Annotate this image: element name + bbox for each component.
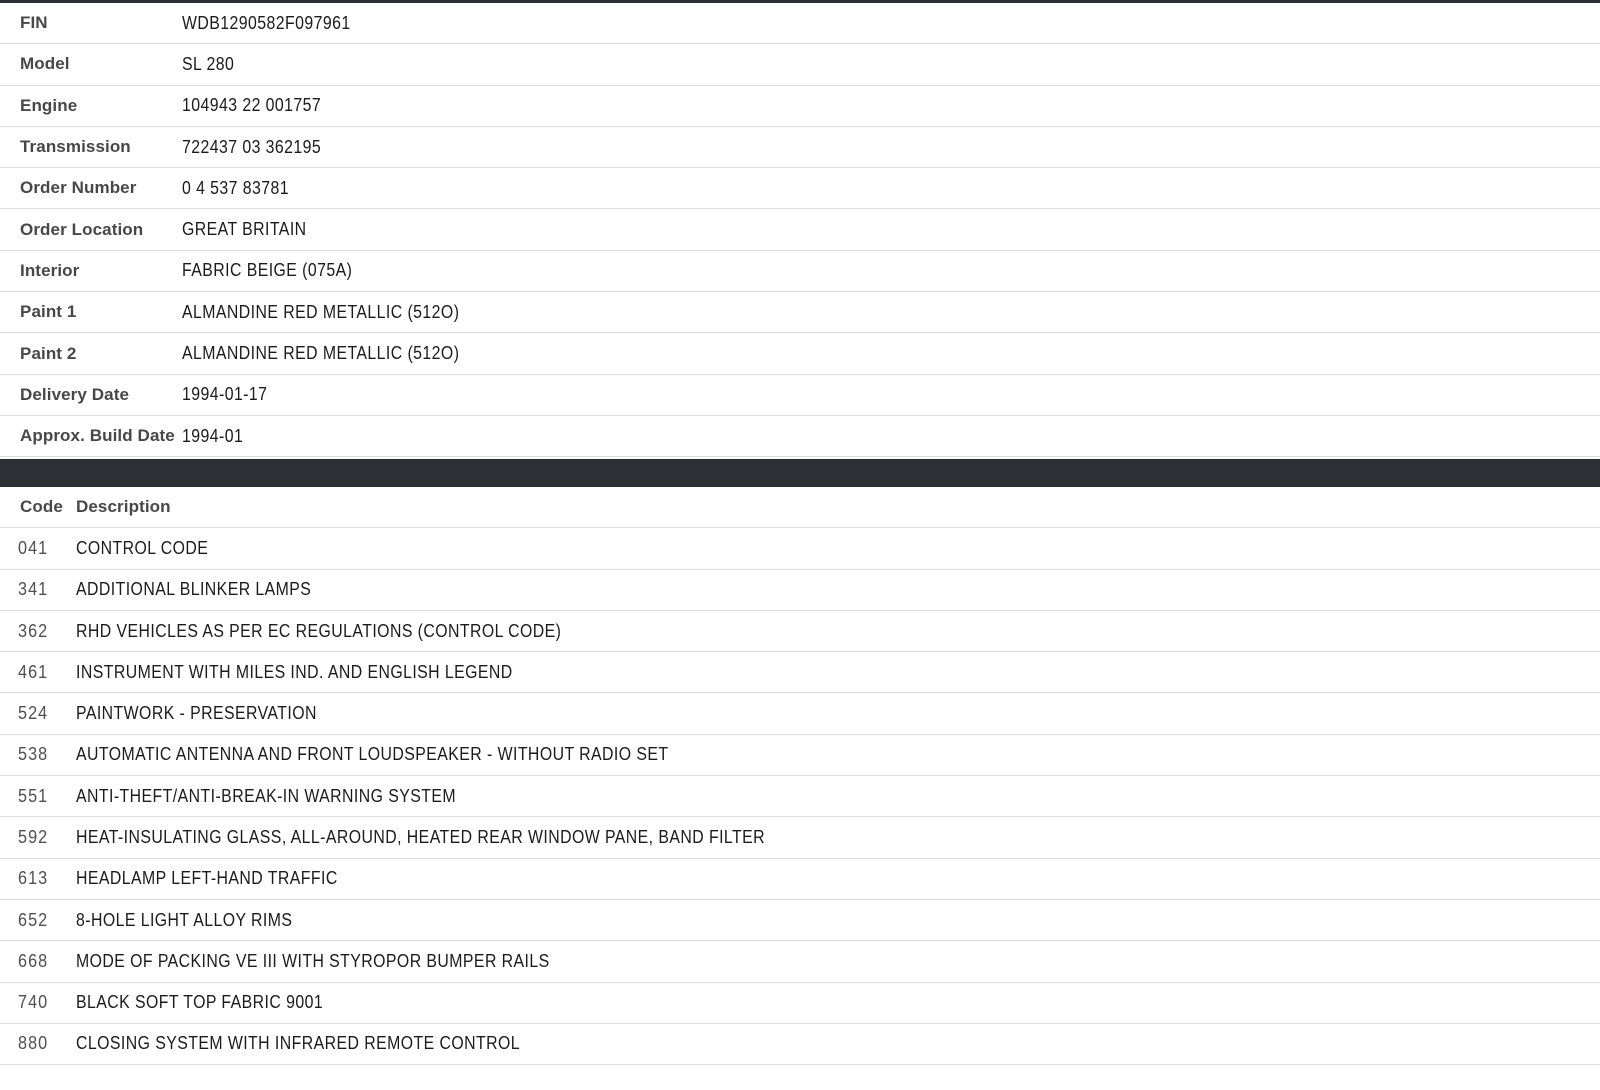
code-row: [0, 735, 1600, 776]
info-row-paint-2: [0, 333, 1600, 374]
info-row-transmission: [0, 127, 1600, 168]
section-divider-bar: [0, 459, 1600, 487]
description-cell: ADDITIONAL BLINKER LAMPS: [76, 579, 312, 600]
description-cell: HEAT-INSULATING GLASS, ALL-AROUND, HEATED REAR WINDOW PANE, BAND FILTER: [76, 826, 765, 847]
description-cell: HEADLAMP LEFT-HAND TRAFFIC: [76, 868, 338, 889]
description-cell: ANTI-THEFT/ANTI-BREAK-IN WARNING SYSTEM: [76, 785, 457, 806]
code-row: [0, 900, 1600, 941]
code-row: [0, 652, 1600, 693]
code-cell: 652: [18, 909, 49, 930]
field-value: 722437 03 362195: [182, 136, 322, 157]
field-value: 0 4 537 83781: [182, 177, 290, 198]
code-column-header: Code: [20, 497, 63, 517]
description-cell: RHD VEHICLES AS PER EC REGULATIONS (CONTROL CODE): [76, 620, 562, 641]
field-label: Engine: [20, 95, 78, 115]
field-value: SL 280: [182, 53, 235, 74]
code-row: [0, 693, 1600, 734]
code-cell: 880: [18, 1033, 49, 1054]
field-label: Paint 2: [20, 343, 77, 363]
code-cell: 538: [18, 744, 49, 765]
info-row-paint-1: [0, 292, 1600, 333]
field-value: 104943 22 001757: [182, 95, 322, 116]
info-row-engine: [0, 86, 1600, 127]
codes-table-header: [0, 487, 1600, 528]
code-cell: 341: [18, 579, 49, 600]
description-cell: CONTROL CODE: [76, 537, 209, 558]
description-cell: INSTRUMENT WITH MILES IND. AND ENGLISH LEGEND: [76, 661, 513, 682]
field-label: Delivery Date: [20, 384, 130, 404]
field-label: Interior: [20, 260, 80, 280]
info-row-fin: [0, 3, 1600, 44]
code-row: [0, 859, 1600, 900]
code-row: [0, 983, 1600, 1024]
code-row: [0, 570, 1600, 611]
info-row-order-location: [0, 209, 1600, 250]
field-label: Paint 1: [20, 302, 77, 322]
code-cell: 551: [18, 785, 49, 806]
field-value: GREAT BRITAIN: [182, 219, 307, 240]
description-cell: MODE OF PACKING VE III WITH STYROPOR BUMPER RAILS: [76, 950, 550, 971]
info-row-approx-build-date: [0, 416, 1600, 457]
code-cell: 668: [18, 950, 49, 971]
code-cell: 362: [18, 620, 49, 641]
info-row-model: [0, 44, 1600, 85]
code-row: [0, 611, 1600, 652]
field-label: Approx. Build Date: [20, 426, 175, 446]
field-value: FABRIC BEIGE (075A): [182, 260, 353, 281]
code-cell: 592: [18, 826, 49, 847]
info-row-order-number: [0, 168, 1600, 209]
field-label: Transmission: [20, 137, 131, 157]
field-label: Model: [20, 54, 70, 74]
field-value: ALMANDINE RED METALLIC (512O): [182, 343, 460, 364]
info-row-interior: [0, 251, 1600, 292]
code-row: [0, 817, 1600, 858]
field-label: Order Number: [20, 178, 137, 198]
description-cell: 8-HOLE LIGHT ALLOY RIMS: [76, 909, 293, 930]
option-codes-table: [0, 487, 1600, 1065]
description-cell: PAINTWORK - PRESERVATION: [76, 703, 317, 724]
field-label: FIN: [20, 13, 48, 33]
description-cell: BLACK SOFT TOP FABRIC 9001: [76, 992, 324, 1013]
code-row: [0, 776, 1600, 817]
field-label: Order Location: [20, 219, 144, 239]
field-value: WDB1290582F097961: [182, 12, 351, 33]
description-cell: AUTOMATIC ANTENNA AND FRONT LOUDSPEAKER - WITHOUT RADIO SET: [76, 744, 669, 765]
code-cell: 461: [18, 661, 49, 682]
code-row: [0, 941, 1600, 982]
field-value: 1994-01: [182, 425, 244, 446]
info-row-delivery-date: [0, 375, 1600, 416]
code-cell: 041: [18, 537, 49, 558]
code-row: [0, 1024, 1600, 1065]
description-cell: CLOSING SYSTEM WITH INFRARED REMOTE CONTROL: [76, 1033, 520, 1054]
code-cell: 524: [18, 703, 49, 724]
field-value: 1994-01-17: [182, 384, 268, 405]
code-cell: 740: [18, 992, 49, 1013]
description-column-header: Description: [76, 497, 171, 517]
field-value: ALMANDINE RED METALLIC (512O): [182, 301, 460, 322]
vehicle-info-table: [0, 3, 1600, 457]
code-row: [0, 528, 1600, 569]
code-cell: 613: [18, 868, 49, 889]
